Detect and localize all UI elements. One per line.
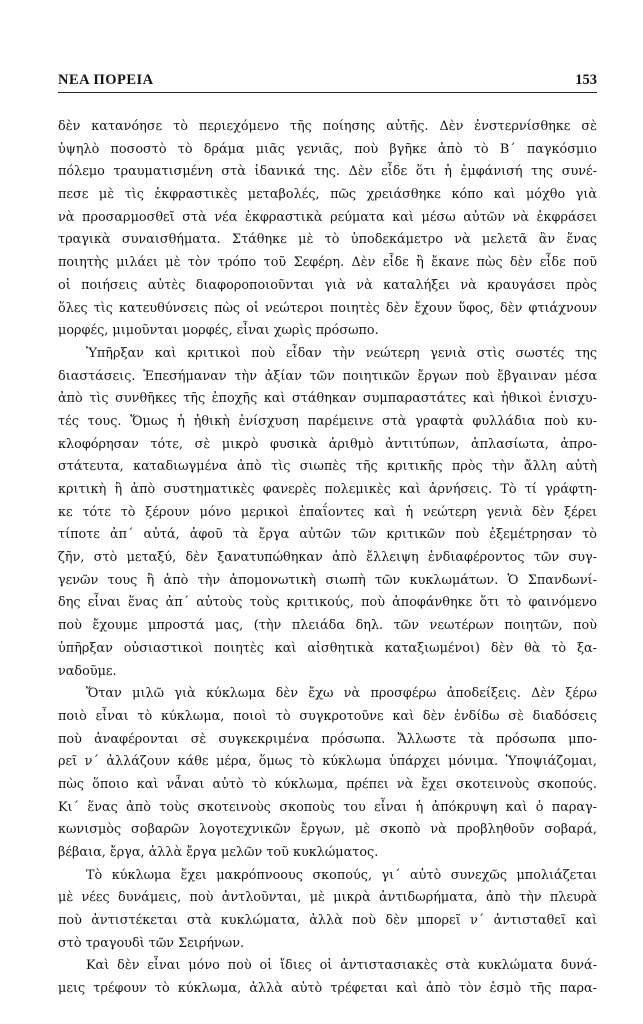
body-text (58, 116, 597, 1001)
text-line: ὅλες τὶς κατευθύνσεις πὼς οἱ νεώτεροι ποιητὲς δὲν ἔχουν ὕφος, δὲν φτιάχνουν (58, 300, 597, 316)
text-line: βέβαια, ἔργα, ἀλλὰ ἔργα μελῶν τοῦ κυκλώματος. (58, 845, 379, 860)
journal-title: ΝΕΑ ΠΟΡΕΙΑ (58, 72, 154, 88)
text-line: μεις τρέφουν τὸ κύκλωμα, ἀλλὰ αὐτὸ τρέφεται καὶ ἀπὸ τὸν ἐσμὸ τῆς παρα- (58, 981, 597, 997)
text-line: Ὅταν μιλῶ γιὰ κύκλωμα δὲν ἔχω νὰ προσφέρω ἀποδείξεις. Δὲν ξέρω (86, 686, 597, 702)
text-line: ποιητὴς μιλάει μὲ τὸν τρόπο τοῦ Σεφέρη. Δὲν εἶδε ἢ ἔκανε πὼς δὲν εἶδε ποῦ (58, 255, 597, 271)
text-line: Ὑπῆρξαν καὶ κριτικοὶ ποὺ εἶδαν τὴν νεώτερη γενιὰ στὶς σωστές της (86, 345, 597, 361)
text-line: ζῆν, στὸ μεταξύ, δὲν ξανατυπώθηκαν ἀπὸ ἔλλειψη ἐνδιαφέροντος τῶν συγ- (58, 550, 597, 566)
text-line: δης εἶναι ἕνας ἀπ΄ αὐτοὺς τοὺς κριτικούς, ποὺ ἀποφάνθηκε ὅτι τὸ φαινόμενο (58, 595, 597, 611)
text-line: κωνισμὸς σοβαρῶν λογοτεχνικῶν ἔργων, μὲ σκοπὸ νὰ προβληθοῦν σοβαρά, (58, 822, 597, 838)
text-line: ἀπὸ τὶς συνθῆκες τῆς ἐποχῆς καὶ στάθηκαν συμπαραστάτες καὶ ἠθικοὶ ἐνισχυ- (58, 391, 597, 407)
text-line: ὑπῆρξαν οὐσιαστικοὶ ποιητὲς καὶ αἰσθητικὰ καταξιωμένοι) δὲν θὰ τὸ ξα- (58, 640, 597, 656)
text-line: οἱ ποιήσεις αὐτὲς διαφοροποιοῦνται γιὰ νὰ καταλήξει νὰ κραυγάσει πρὸς (58, 277, 597, 293)
text-line: ποὺ ἔχουμε μπροστά μας, (τὴν πλειάδα δηλ. τῶν νεωτέρων ποιητῶν, ποὺ (58, 618, 597, 634)
text-line: νὰ προσαρμοσθεῖ στὰ νέα ἐκφραστικὰ ρεύματα καὶ μέσω αὐτῶν νὰ ἐκφράσει (58, 209, 597, 225)
text-line: ποὺ ἀναφέρονται σὲ συγκεκριμένα πρόσωπα. Ἄλλωστε τὰ πρόσωπα μπο- (58, 731, 597, 747)
page-number: 153 (575, 72, 597, 88)
text-line: κε τότε τὸ ξέρουν μόνο μερικοὶ ἐπαΐοντες καὶ ἡ νεώτερη γενιὰ δὲν ξέρει (58, 504, 597, 520)
text-line: γενῶν τους ἢ ἀπὸ τὴν ἀπομονωτικὴ σιωπὴ τῶν κυκλωμάτων. Ὁ Σπανδωνί- (58, 572, 597, 588)
text-line: στάτευτα, καταδιωγμένα ἀπὸ τὶς σιωπὲς τῆς κριτικῆς πρὸς τὴν ἄλλη αὐτὴ (58, 459, 597, 475)
text-line: διαστάσεις. Ἐπεσήμαναν τὴν ἀξίαν τῶν ποιητικῶν ἔργων ποὺ ἔβγαιναν μέσα (58, 368, 597, 384)
text-line: Τὸ κύκλωμα ἔχει μακρόπνοους σκοπούς, γι΄ αὐτὸ συνεχῶς μπολιάζεται (86, 867, 597, 883)
text-line: κλοφόρησαν τότε, σὲ μικρὸ φυσικὰ ἀριθμὸ ἀντιτύπων, ἀπλασίωτα, ἀπρο- (58, 436, 597, 452)
text-line: στὸ τραγουδὶ τῶν Σειρήνων. (58, 935, 245, 951)
text-line: ὑψηλὸ ποσοστὸ τὸ δράμα μιᾶς γενιᾶς, ποὺ βγῆκε ἀπὸ τὸ Β΄ παγκόσμιο (58, 141, 597, 157)
text-line: δὲν κατανόησε τὸ περιεχόμενο τῆς ποίησης αὐτῆς. Δὲν ἐνστερνίσθηκε σὲ (58, 119, 597, 134)
text-line: κριτικὴ ἢ ἀπὸ συστηματικὲς φανερὲς πολεμικὲς καὶ ἀρνήσεις. Τὸ τί γράφτη- (58, 482, 597, 497)
text-line: πὼς ὅποιο καὶ νἆναι αὐτὸ τὸ κύκλωμα, πρέπει νὰ ἔχει σκοτεινοὺς σκοπούς. (58, 776, 597, 792)
text-line: Καὶ δὲν εἶναι μόνο ποὺ οἱ ἴδιες οἱ ἀντιστασιακὲς στὰ κυκλώματα δυνά- (86, 958, 597, 974)
running-head (58, 70, 597, 93)
text-line: μὲ νέες δυνάμεις, ποὺ ἀντλοῦνται, μὲ μικρὰ ἀντιδωρήματα, ἀπὸ τὴν πλευρὰ (58, 890, 597, 906)
text-line: ναδοῦμε. (58, 663, 117, 679)
text-line: πεσε μὲ τὶς ἐκφραστικὲς μεταβολές, πῶς χρειάσθηκε κόπο καὶ μόχθο γιὰ (58, 187, 597, 203)
text-line: ποὺ ἀντιστέκεται στὰ κυκλώματα, ἀλλὰ ποὺ δὲν μπορεῖ ν΄ ἀντισταθεῖ καὶ (58, 913, 597, 929)
text-line: τίποτε ἀπ΄ αὐτά, ἀφοῦ τὰ ἔργα αὐτῶν τῶν κριτικῶν ποὺ ἐξεμέτρησαν τὸ (58, 527, 597, 543)
text-line: πόλεμο τραυματισμένη στὰ ἰδανικά της. Δὲν εἶδε ὅτι ἡ ἐμφάνισή της συνέ- (58, 164, 597, 180)
text-line: Κι΄ ἕνας ἀπὸ τοὺς σκοτεινοὺς σκοποὺς του εἶναι ἡ ἀπόκρυψη καὶ ὁ παραγ- (58, 799, 597, 815)
text-line: τές τους. Ὅμως ἡ ἠθικὴ ἐνίσχυση παρέμεινε στὰ γραφτὰ φυλλάδια ποὺ κυ- (58, 413, 597, 429)
text-line: ποιὸ εἶναι τὸ κύκλωμα, ποιοὶ τὸ συγκροτοῦνε καὶ δὲν ἐνδίδω σὲ διαδόσεις (58, 708, 597, 724)
text-line: μορφές, μιμοῦνται μορφές, εἶναι χωρὶς πρόσωπο. (58, 323, 379, 339)
text-line: τραγικὰ συναισθήματα. Στάθηκε μὲ τὸ ὑποδεκάμετρο νὰ μελετᾶ ἂν ἕνας (58, 232, 597, 248)
text-line: ρεῖ ν΄ ἀλλάζουν κάθε μέρα, ὅμως τὸ κύκλωμα ὑπάρχει μόνιμα. Ὑποψιάζομαι, (58, 754, 597, 770)
